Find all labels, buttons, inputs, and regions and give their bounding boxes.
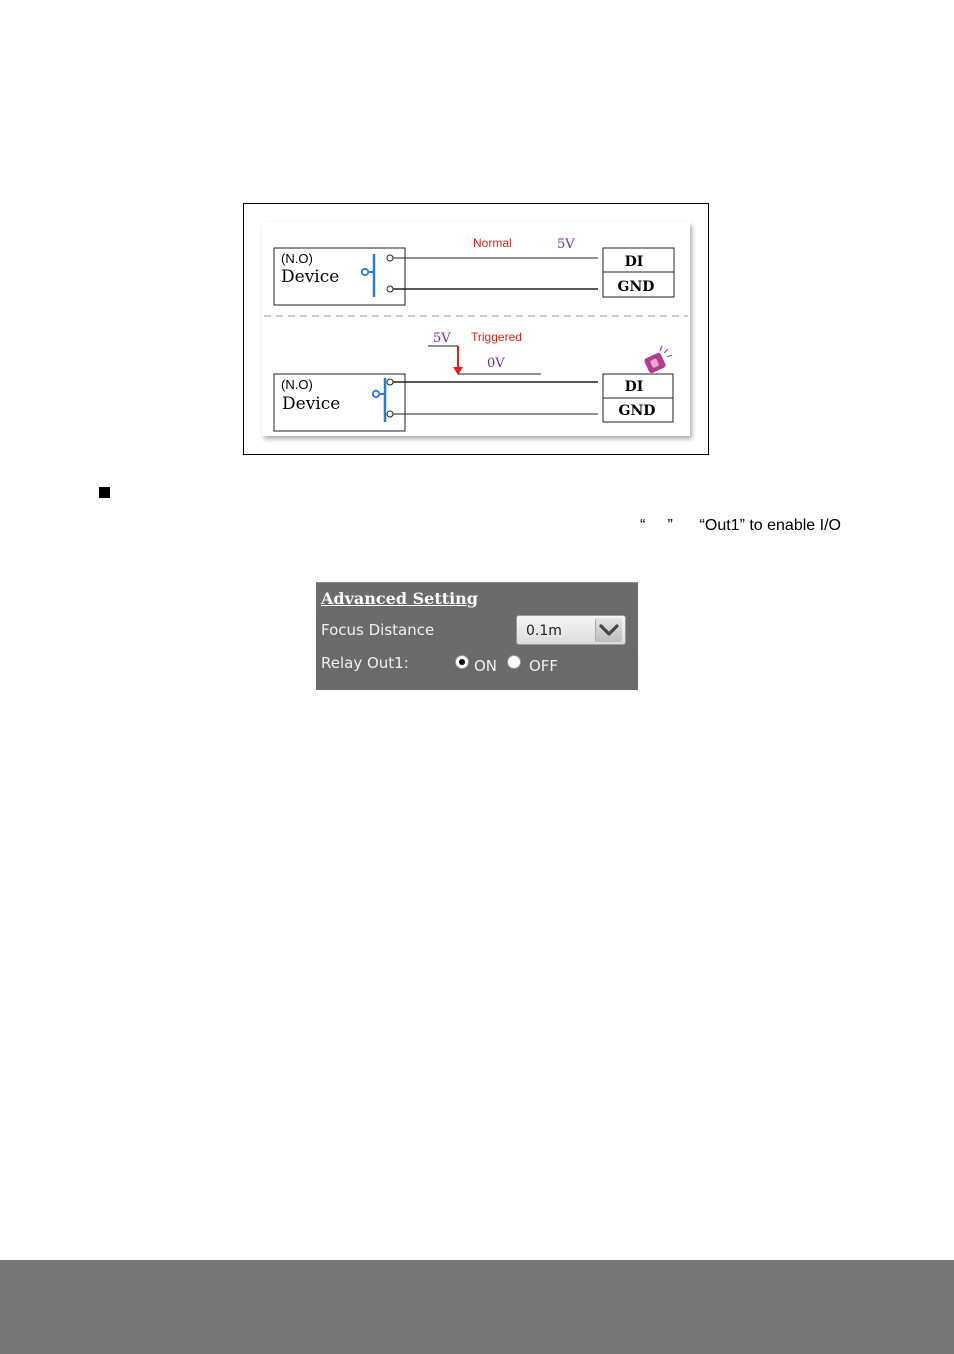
- advanced-setting-title[interactable]: Advanced Setting: [321, 589, 478, 608]
- relay-on-radio[interactable]: [455, 655, 469, 669]
- switch-knob-normal: [362, 269, 368, 275]
- terminal-dot-triggered-2: [387, 411, 393, 417]
- terminal-dot-triggered-1: [387, 379, 393, 385]
- focus-distance-value: 0.1m: [526, 623, 562, 639]
- triggered-state-label: Triggered: [471, 330, 522, 344]
- di-terminal-triggered: DI: [624, 379, 644, 395]
- relay-off-label[interactable]: OFF: [529, 657, 559, 675]
- terminal-dot-normal-2: [387, 286, 393, 292]
- focus-distance-select[interactable]: [516, 615, 626, 645]
- radio-selected-dot: [459, 659, 465, 665]
- focus-distance-label: Focus Distance: [321, 621, 435, 639]
- wiring-diagram-figure: [243, 203, 709, 455]
- terminal-dot-normal-1: [387, 255, 393, 261]
- relay-off-radio[interactable]: [507, 655, 521, 669]
- device-label-triggered: Device: [282, 394, 341, 414]
- contact-type-triggered: (N.O): [281, 377, 313, 392]
- contact-type-normal: (N.O): [281, 251, 313, 266]
- advanced-setting-panel: [316, 582, 638, 690]
- triggered-before-voltage: 5V: [433, 331, 451, 346]
- relay-out1-label: Relay Out1:: [321, 654, 409, 672]
- dropdown-button[interactable]: [595, 618, 622, 642]
- triggered-after-voltage: 0V: [487, 356, 505, 371]
- gnd-terminal-normal: GND: [617, 279, 655, 295]
- device-label-normal: Device: [281, 267, 340, 287]
- wiring-diagram: [244, 204, 710, 456]
- di-terminal-normal: DI: [624, 254, 644, 270]
- normal-state-label: Normal: [473, 236, 512, 250]
- instruction-text: “ ” “Out1” to enable I/O: [640, 517, 841, 534]
- chevron-down-icon: [596, 618, 622, 642]
- square-bullet-icon: [99, 487, 110, 498]
- switch-knob-triggered: [373, 391, 379, 397]
- relay-on-label[interactable]: ON: [474, 657, 498, 675]
- normal-voltage-label: 5V: [557, 237, 575, 252]
- gnd-terminal-triggered: GND: [618, 403, 656, 419]
- footer-bar: [0, 1260, 954, 1354]
